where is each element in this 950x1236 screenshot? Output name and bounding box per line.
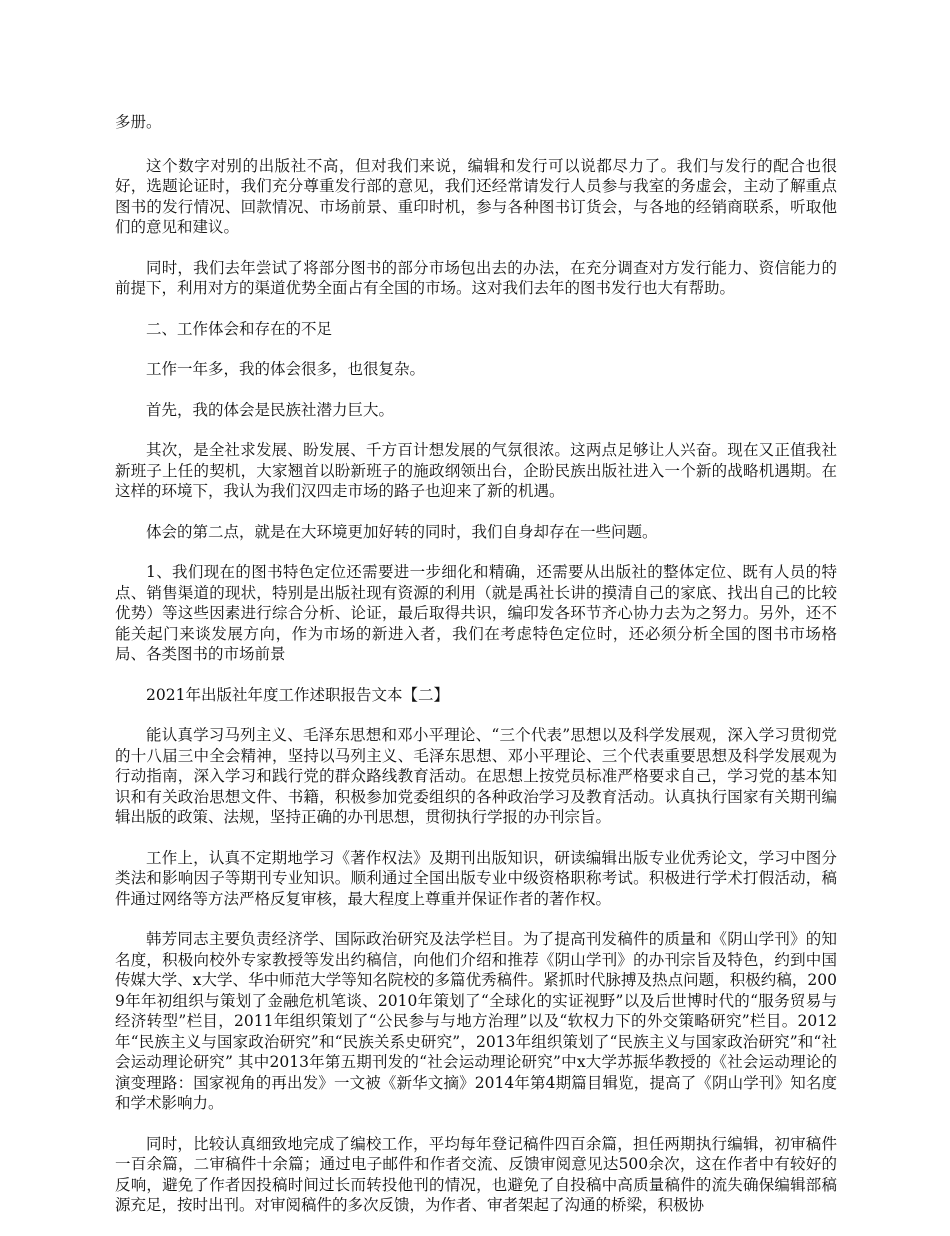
paragraph-problems-intro: 体会的第二点，就是在大环境更加好转的同时，我们自身却存在一些问题。 [146,522,658,541]
paragraph-experience-intro: 工作一年多，我的体会很多，也很复杂。 [146,360,426,378]
paragraph-first-point: 首先，我的体会是民族社潜力巨大。 [146,400,395,419]
paragraph-distribution-cooperation: 这个数字对别的出版社不高，但对我们来说，编辑和发行可以说都尽力了。我们与发行的配合也很好，选题论证时，我们充分尊重发行部的意见，我们还经常请发行人员参与我室的务虚会，主动了解重点图书的发行情况、回款情况、市场前景、重印时机，参与各种图书订货会，与各地的经销商联系，听取他们的意见和建议。 [115,156,837,236]
document-body [115,112,837,1236]
paragraph-column-responsibility: 韩芳同志主要负责经济学、国际政治研究及法学栏目。为了提高刊发稿件的质量和《阴山学刊》的知名度，积极向校外专家教授等发出约稿信，向他们介绍和推荐《阴山学刊》的办刊宗旨及特色，约到中国传媒大学、x大学、华中师范大学等知名院校的多篇优秀稿件。紧抓时代脉搏及热点问题，积极约稿，2009年年初组织与策划了金融危机笔谈、2010年策划了“全球化的实证视野”以及后世博时代的“服务贸易与经济转型”栏目，2011年组织策划了“公民参与与地方治理”以及“软权力下的外交策略研究”栏目。2012年“民族主义与国家政治研究”和“民族关系史研究”，2013年组织策划了“民族主义与国家政治研究”和“社会运动理论研究” 其中2013年第五期刊发的“社会运动理论研究”中x大学苏振华教授的《社会运动理论的演变理路：国家视角的再出发》一文被《新华文摘》2014年第4期篇目辑览，提高了《阴山学刊》知名度和学术影响力。 [115,930,837,1112]
paragraph-political-study: 能认真学习马列主义、毛泽东思想和邓小平理论、“三个代表”思想以及科学发展观，深入学习贯彻党的十八届三中全会精神，坚持以马列主义、毛泽东思想、邓小平理论、三个代表重要思想及科学发展观为行动指南，深入学习和践行党的群众路线教育活动。在思想上按党员标准严格要求自己，学习党的基本知识和有关政治思想文件、书籍，积极参加党委组织的各种政治学习及教育活动。认真执行国家有关期刊编辑出版的政策、法规，坚持正确的办刊思想，贯彻执行学报的办刊宗旨。 [115,726,837,826]
section-heading-experience: 二、工作体会和存在的不足 [146,319,333,338]
paragraph-second-point: 其次，是全社求发展、盼发展、千方百计想发展的气氛很浓。这两点足够让人兴奋。现在又正值我社新班子上任的契机，大家翘首以盼新班子的施政纲领出台，企盼民族出版社进入一个新的战略机遇期。在这样的环境下，我认为我们汉四走市场的路子也迎来了新的机遇。 [115,441,837,500]
report-subtitle: 2021年出版社年度工作述职报告文本【二】 [146,685,449,704]
paragraph-editing-work: 同时，比较认真细致地完成了编校工作，平均每年登记稿件四百余篇，担任两期执行编辑，初审稿件一百余篇，二审稿件十余篇；通过电子邮件和作者交流、反馈审阅意见达500余次，这在作者中有较好的反响，避免了作者因投稿时间过长而转投他刊的情况，也避免了自投稿中高质量稿件的流失确保编辑部稿源充足，按时出刊。对审阅稿件的多次反馈，为作者、审者架起了沟通的桥梁，积极协 [115,1134,837,1214]
paragraph-problem-one: 1、我们现在的图书特色定位还需要进一步细化和精确，还需要从出版社的整体定位、既有人员的特点、销售渠道的现状，特别是出版社现有资源的利用（就是禹社长讲的摸清自己的家底、找出自己的比较优势）等这些因素进行综合分析、论证，最后取得共识，编印发各环节齐心协力去为之努力。另外，还不能关起门来谈发展方向，作为市场的新进入者，我们在考虑特色定位时，还必须分析全国的图书市场格局、各类图书的市场前景 [115,563,837,663]
paragraph-continuation: 多册。 [115,113,162,131]
paragraph-work-study: 工作上，认真不定期地学习《著作权法》及期刊出版知识，研读编辑出版专业优秀论文，学习中图分类法和影响因子等期刊专业知识。顺利通过全国出版专业中级资格职称考试。积极进行学术打假活动，稿件通过网络等方法严格反复审核，最大程度上尊重并保证作者的著作权。 [115,848,837,908]
paragraph-market-outsourcing: 同时，我们去年尝试了将部分图书的部分市场包出去的办法，在充分调查对方发行能力、资信能力的前提下，利用对方的渠道优势全面占有全国的市场。这对我们去年的图书发行也大有帮助。 [115,258,837,297]
